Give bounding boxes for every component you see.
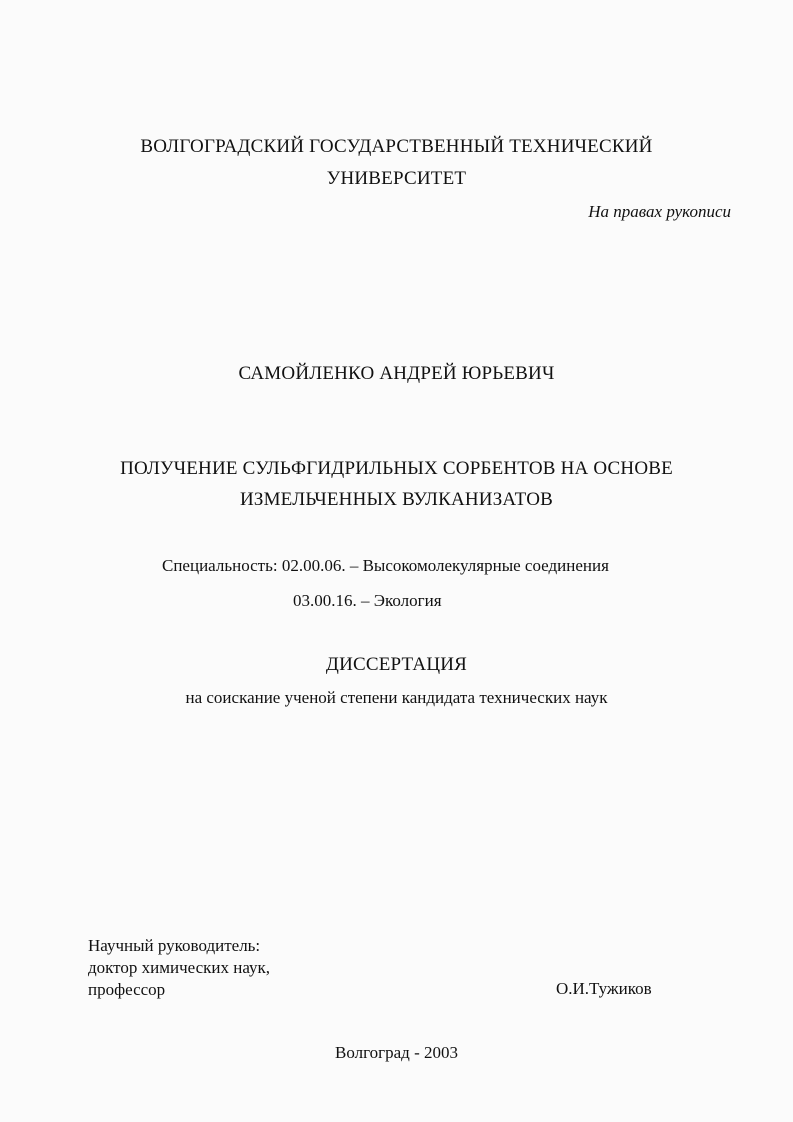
supervisor-name: О.И.Тужиков — [556, 979, 652, 998]
specialty-line2: 03.00.16. – Экология — [293, 591, 442, 610]
specialty-line1: Специальность: 02.00.06. – Высокомолекулярные соединения — [162, 556, 609, 575]
city-year: Волгоград - 2003 — [335, 1043, 458, 1062]
thesis-title-line1: ПОЛУЧЕНИЕ СУЛЬФГИДРИЛЬНЫХ СОРБЕНТОВ НА ОСНОВЕ — [120, 458, 673, 479]
dissertation-label: ДИССЕРТАЦИЯ — [325, 654, 468, 675]
supervisor-degree: доктор химических наук, — [88, 958, 271, 977]
supervisor-label: Научный руководитель: — [88, 936, 261, 955]
manuscript-note: На правах рукописи — [588, 202, 731, 221]
thesis-title-line2: ИЗМЕЛЬЧЕННЫХ ВУЛКАНИЗАТОВ — [239, 489, 554, 510]
university-name-line2: УНИВЕРСИТЕТ — [326, 168, 467, 189]
author-name: САМОЙЛЕНКО АНДРЕЙ ЮРЬЕВИЧ — [238, 363, 555, 384]
dissertation-purpose: на соискание ученой степени кандидата технических наук — [185, 688, 608, 707]
university-name-line1: ВОЛГОГРАДСКИЙ ГОСУДАРСТВЕННЫЙ ТЕХНИЧЕСКИЙ — [140, 136, 653, 157]
supervisor-title: профессор — [88, 980, 166, 999]
